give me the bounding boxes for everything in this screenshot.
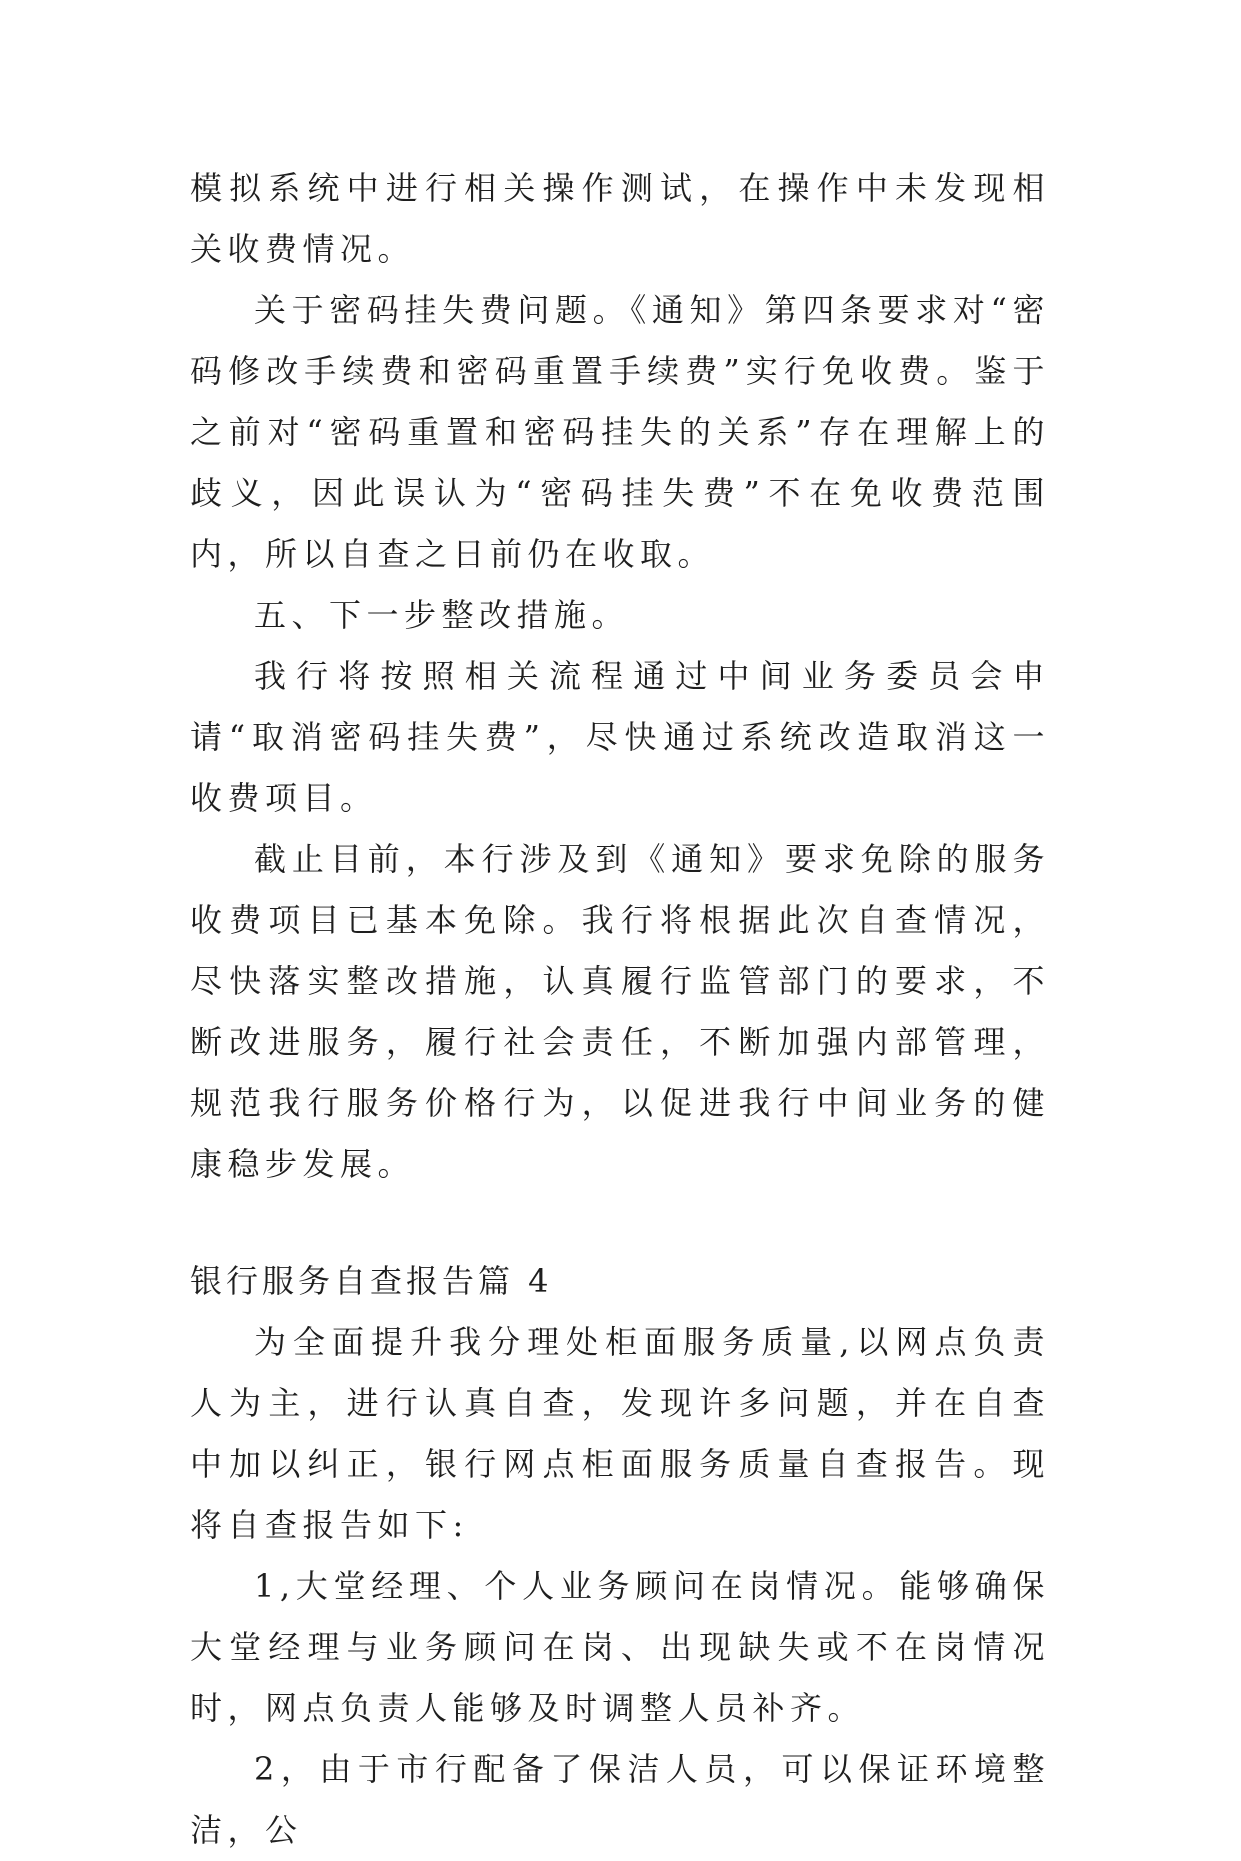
paragraph-item-1: 1,大堂经理、个人业务顾问在岗情况。能够确保大堂经理与业务顾问在岗、出现缺失或不在岗情况时，网点负责人能够及时调整人员补齐。 — [190, 1567, 1050, 1727]
paragraph-password-loss-fee: 关于密码挂失费问题。《通知》第四条要求对“密码修改手续费和密码重置手续费”实行免收费。鉴于之前对“密码重置和密码挂失的关系”存在理解上的歧义，因此误认为“密码挂失费”不在免收费范围内，所以自查之日前仍在收取。 — [190, 291, 1050, 573]
paragraph-conclusion: 截止目前，本行涉及到《通知》要求免除的服务收费项目已基本免除。我行将根据此次自查情况，尽快落实整改措施，认真履行监管部门的要求，不断改进服务，履行社会责任，不断加强内部管理，规范我行服务价格行为，以促进我行中间业务的健康稳步发展。 — [190, 840, 1050, 1183]
paragraph-intro: 为全面提升我分理处柜面服务质量,以网点负责人为主，进行认真自查，发现许多问题，并在自查中加以纠正，银行网点柜面服务质量自查报告。现将自查报告如下: — [190, 1323, 1050, 1544]
paragraph-cancel-fee-plan: 我行将按照相关流程通过中间业务委员会申请“取消密码挂失费”，尽快通过系统改造取消这一收费项目。 — [190, 657, 1050, 817]
document-body — [190, 158, 1050, 1861]
section-title: 银行服务自查报告篇 4 — [190, 1262, 553, 1300]
paragraph-continued-test: 模拟系统中进行相关操作测试，在操作中未发现相关收费情况。 — [190, 169, 1050, 268]
paragraph-item-2: 2，由于市行配备了保洁人员，可以保证环境整洁，公 — [190, 1750, 1050, 1849]
paragraph-next-steps-heading: 五、下一步整改措施。 — [254, 596, 630, 634]
